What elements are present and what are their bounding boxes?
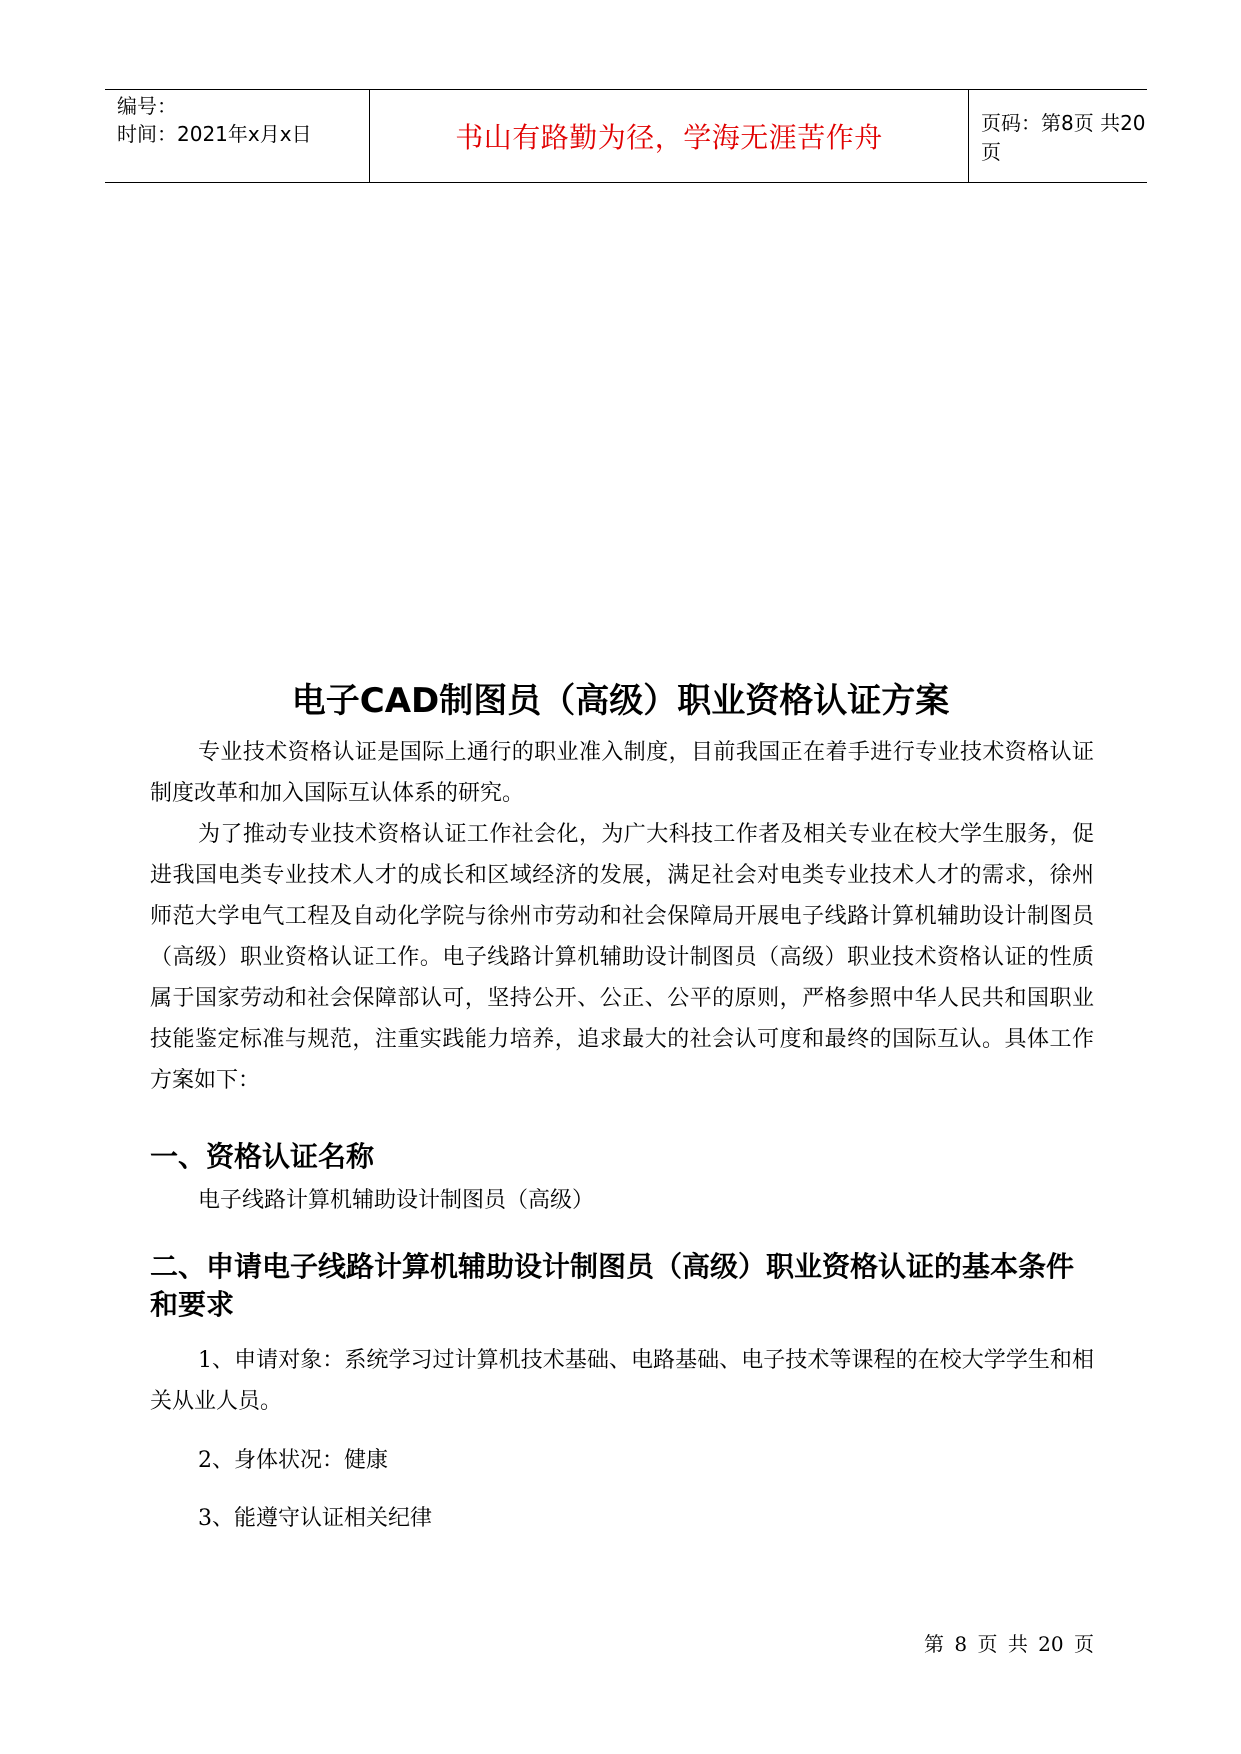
intro-paragraph: 专业技术资格认证是国际上通行的职业准入制度，目前我国正在着手进行专业技术资格认证制度改革和加入国际互认体系的研究。 [150,740,1094,806]
section1-body: 电子线路计算机辅助设计制图员（高级） [198,1188,595,1213]
requirement-item-3: 3、能遵守认证相关纪律 [198,1506,432,1531]
page-code: 页码：第8页 共20页 [981,111,1146,164]
header-motto-cell [370,90,969,182]
header-meta-cell [105,90,370,182]
page-footer: 第 8 页 共 20 页 [924,1632,1094,1656]
purpose-paragraph: 为了推动专业技术资格认证工作社会化，为广大科技工作者及相关专业在校大学生服务，促进我国电类专业技术人才的成长和区域经济的发展，满足社会对电类专业技术人才的需求，徐州师范大学电气工程及自动化学院与徐州市劳动和社会保障局开展电子线路计算机辅助设计制图员（高级）职业资格认证工作。电子线路计算机辅助设计制图员（高级）职业技术资格认证的性质属于国家劳动和社会保障部认可，坚持公开、公正、公平的原则，严格参照中华人民共和国职业技能鉴定标准与规范，注重实践能力培养，追求最大的社会认可度和最终的国际互认。具体工作方案如下： [150,822,1094,1093]
motto-text: 书山有路勤为径，学海无涯苦作舟 [455,121,883,154]
requirement-item-1: 1、申请对象：系统学习过计算机技术基础、电路基础、电子技术等课程的在校大学学生和相关从业人员。 [150,1348,1094,1414]
header-page-cell [969,90,1147,182]
page-header [105,89,1147,183]
number-label: 编号： [117,94,177,118]
document-title: 电子CAD制图员（高级）职业资格认证方案 [291,681,950,721]
requirement-item-2: 2、身体状况：健康 [198,1448,388,1473]
time-label: 时间：2021年x月x日 [117,122,312,146]
section2-heading: 二、申请电子线路计算机辅助设计制图员（高级）职业资格认证的基本条件和要求 [150,1250,1075,1321]
section1-heading: 一、资格认证名称 [150,1140,375,1173]
